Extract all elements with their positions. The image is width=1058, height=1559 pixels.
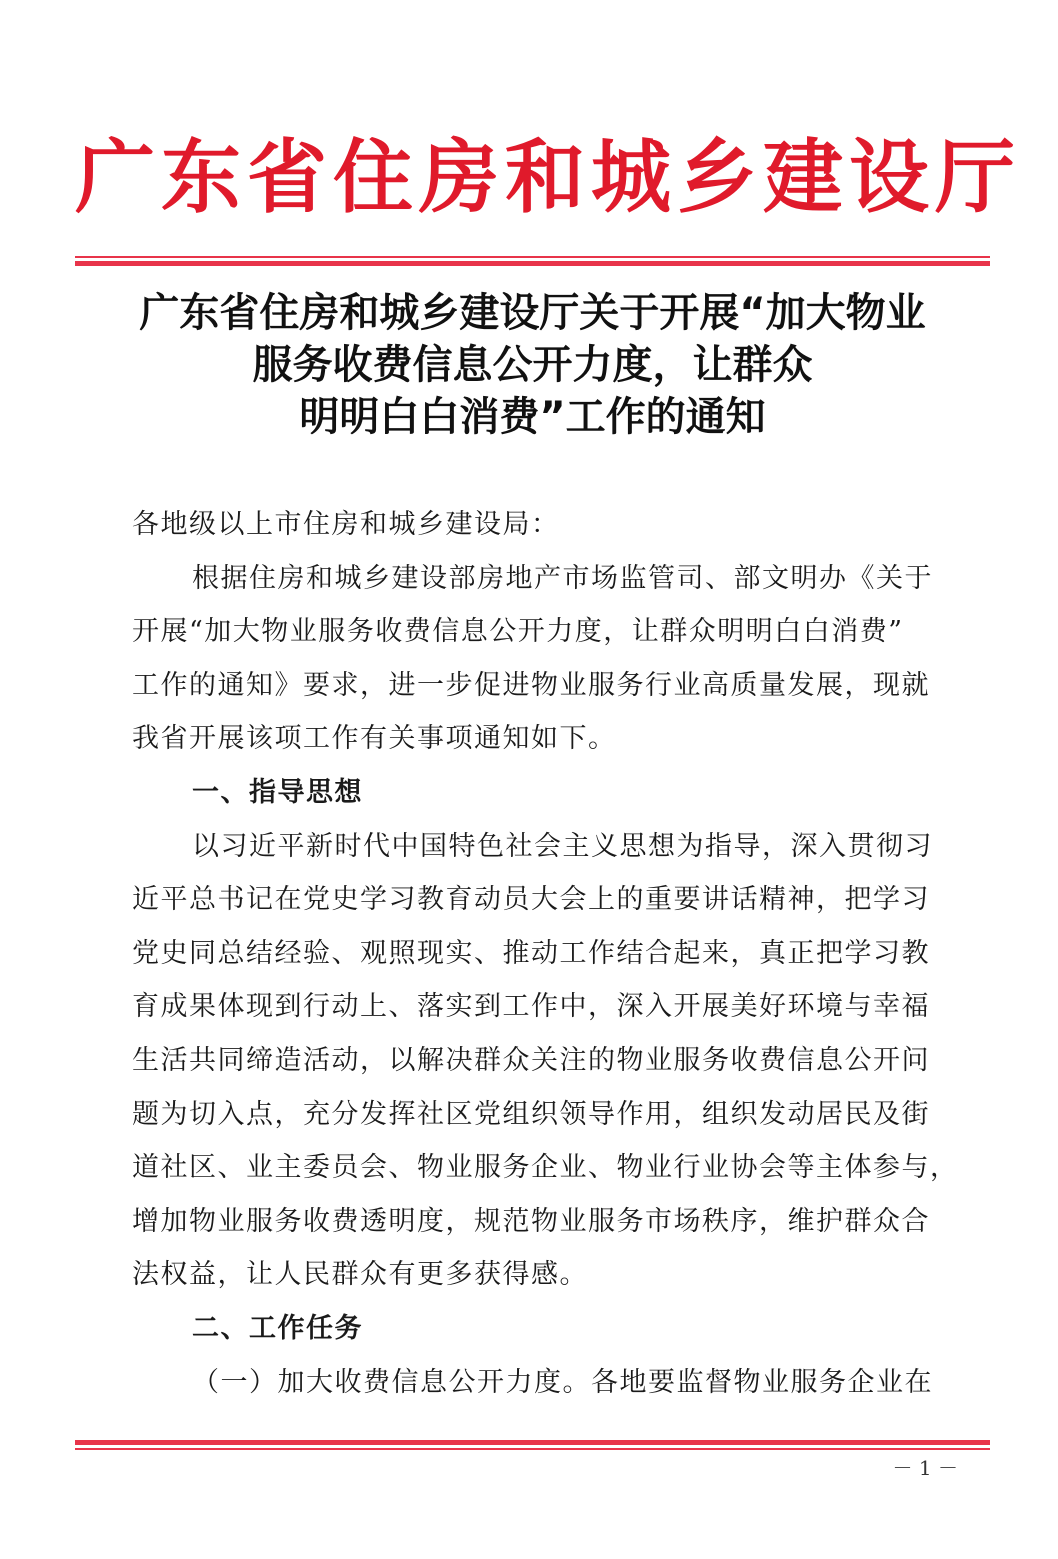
intro-line: 根据住房和城乡建设部房地产市场监管司、部文明办《关于: [192, 562, 933, 594]
masthead-title: 广东省住房和城乡建设厅: [75, 131, 1021, 224]
section1-line: 题为切入点，充分发挥社区党组织领导作用，组织发动居民及街: [132, 1098, 930, 1130]
section1-line: 生活共同缔造活动，以解决群众关注的物业服务收费信息公开问: [132, 1044, 930, 1076]
section1-line: 道社区、业主委员会、物业服务企业、物业行业协会等主体参与，: [132, 1152, 959, 1184]
section2-line: （一）加大收费信息公开力度。各地要监督物业服务企业在: [192, 1366, 933, 1398]
salutation: 各地级以上市住房和城乡建设局：: [132, 509, 560, 540]
masthead-rule-thin: [75, 256, 990, 258]
intro-line: 我省开展该项工作有关事项通知如下。: [132, 723, 617, 755]
title-line: 明明白白消费”工作的通知: [299, 394, 766, 440]
intro-line: 开展“加大物业服务收费信息公开力度，让群众明明白白消费”: [132, 616, 904, 648]
section-heading-work-tasks: 二、工作任务: [192, 1312, 363, 1344]
footer-rule-thick: [75, 1440, 990, 1445]
intro-line: 工作的通知》要求，进一步促进物业服务行业高质量发展，现就: [132, 669, 930, 701]
document-body: [132, 498, 958, 1409]
masthead-rule-thick: [75, 261, 990, 266]
section1-line: 育成果体现到行动上、落实到工作中，深入开展美好环境与幸福: [132, 991, 930, 1023]
masthead-red-rule: [75, 256, 990, 266]
footer-rule-thin: [75, 1448, 990, 1450]
footer-red-rule: [75, 1440, 990, 1450]
notice-title: [75, 287, 990, 443]
section1-line: 党史同总结经验、观照现实、推动工作结合起来，真正把学习教: [132, 937, 930, 969]
section-heading-guiding-ideology: 一、指导思想: [192, 776, 363, 808]
title-line: 服务收费信息公开力度，让群众: [252, 342, 813, 388]
section1-line: 以习近平新时代中国特色社会主义思想为指导，深入贯彻习: [192, 830, 933, 862]
section1-line: 近平总书记在党史学习教育动员大会上的重要讲话精神，把学习: [132, 884, 930, 916]
page-number: － 1 －: [892, 1456, 958, 1480]
section1-line: 法权益，让人民群众有更多获得感。: [132, 1259, 588, 1291]
section1-line: 增加物业服务收费透明度，规范物业服务市场秩序，维护群众合: [132, 1205, 930, 1237]
title-line: 广东省住房和城乡建设厅关于开展“加大物业: [139, 290, 926, 336]
